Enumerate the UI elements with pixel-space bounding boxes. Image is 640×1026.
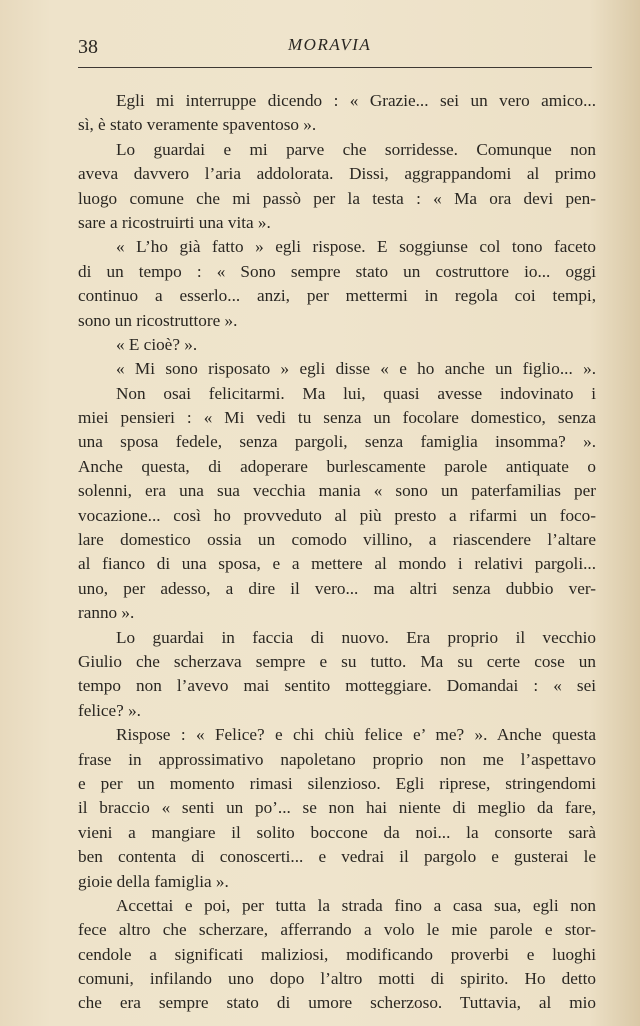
text-line: fece altro che scherzare, afferrando a volo le mie parole e stor- — [78, 920, 596, 940]
text-line: una sposa fedele, senza pargoli, senza famiglia insomma? ». — [78, 432, 596, 452]
text-line: il braccio « senti un po’... se non hai niente di meglio da fare, — [78, 798, 596, 818]
text-line: che era sempre stato di umore scherzoso. Tuttavia, al mio — [78, 993, 596, 1013]
text-line: comuni, infilando uno dopo l’altro motti di spirito. Ho detto — [78, 969, 596, 989]
page-header — [78, 34, 592, 64]
text-line: Egli mi interruppe dicendo : « Grazie... sei un vero amico... — [116, 91, 596, 110]
text-line: ranno ». — [78, 603, 135, 623]
text-line: luogo comune che mi passò per la testa : « Ma ora devi pen- — [78, 188, 596, 208]
text-line: frase in approssimativo napoletano proprio non me l’aspettavo — [78, 749, 596, 769]
running-head: MORAVIA — [288, 35, 372, 54]
text-line: sare a ricostruirti una vita ». — [78, 212, 271, 232]
header-rule — [78, 67, 592, 68]
text-line: aveva davvero l’aria addolorata. Dissi, aggrappandomi al primo — [78, 164, 596, 184]
text-line: Giulio che scherzava sempre e su tutto. Ma su certe cose un — [78, 651, 596, 671]
text-line: sono un ricostruttore ». — [78, 310, 238, 330]
text-line: sì, è stato veramente spaventoso ». — [78, 115, 317, 135]
text-line: ben contenta di conoscerti... e vedrai il pargolo e gusterai le — [78, 847, 596, 867]
text-line: cendole a significati maliziosi, modificando proverbi e luoghi — [78, 944, 596, 964]
text-line: tempo non l’avevo mai sentito motteggiare. Domandai : « sei — [78, 676, 596, 696]
text-line: gioie della famiglia ». — [78, 871, 229, 891]
text-line: Lo guardai e mi parve che sorridesse. Comunque non — [116, 139, 596, 159]
body-text — [78, 89, 596, 1016]
text-line: uno, per adesso, a dire il vero... ma altri senza dubbio ver- — [78, 578, 596, 598]
text-line: lare domestico ossia un comodo villino, a riascendere l’altare — [78, 530, 596, 550]
text-line: di un tempo : « Sono sempre stato un costruttore io... oggi — [78, 261, 596, 281]
text-line: al fianco di una sposa, e a mettere al mondo i relativi pargoli... — [78, 554, 596, 574]
text-line: « L’ho già fatto » egli rispose. E soggiunse col tono faceto — [116, 237, 596, 257]
text-line: « Mi sono risposato » egli disse « e ho anche un figlio... ». — [116, 359, 596, 379]
text-line: vocazione... così ho provveduto al più presto a rifarmi un foco- — [78, 505, 596, 525]
page-number: 38 — [78, 36, 98, 58]
text-line: felice? ». — [78, 700, 141, 720]
text-line: Accettai e poi, per tutta la strada fino a casa sua, egli non — [116, 895, 596, 915]
text-line: Rispose : « Felice? e chi chiù felice e’ me? ». Anche questa — [116, 725, 596, 745]
text-line: continuo a esserlo... anzi, per mettermi in regola coi tempi, — [78, 286, 596, 306]
text-line: Anche questa, di adoperare burlescamente parole antiquate o — [78, 456, 596, 476]
text-line: Non osai felicitarmi. Ma lui, quasi avesse indovinato i — [116, 383, 596, 403]
text-line: e per un momento rimasi silenzioso. Egli riprese, stringendomi — [78, 773, 596, 793]
text-line: Lo guardai in faccia di nuovo. Era proprio il vecchio — [116, 627, 596, 647]
text-line: « E cioè? ». — [116, 334, 198, 354]
text-line: vieni a mangiare il solito boccone da noi... la consorte sarà — [78, 822, 596, 842]
text-line: solenni, era una sua vecchia mania « sono un paterfamilias per — [78, 481, 596, 501]
text-line: miei pensieri : « Mi vedi tu senza un focolare domestico, senza — [78, 408, 596, 428]
